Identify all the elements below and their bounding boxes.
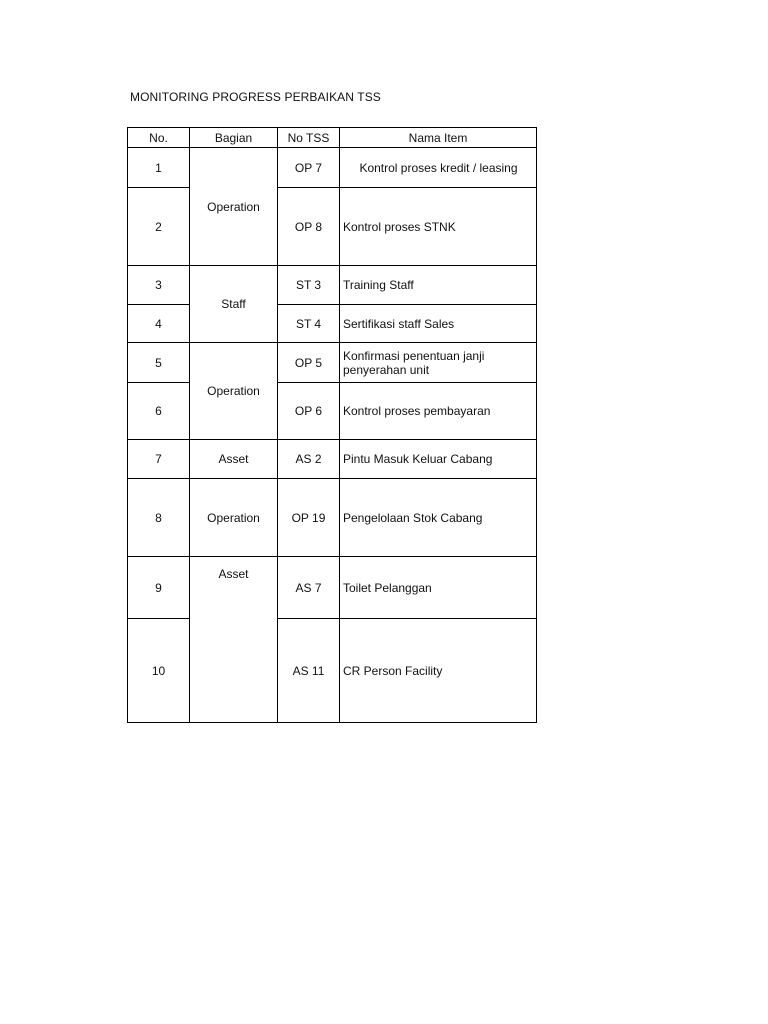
cell-bagian: Staff (190, 266, 278, 343)
cell-no-tss: OP 6 (278, 383, 340, 440)
table-row (128, 266, 537, 305)
cell-no-tss: OP 8 (278, 188, 340, 266)
cell-no: 10 (128, 619, 190, 723)
cell-bagian: Operation (190, 148, 278, 266)
cell-nama-item: Sertifikasi staff Sales (340, 305, 537, 343)
cell-no-tss: AS 2 (278, 440, 340, 479)
table-row (128, 148, 537, 188)
cell-no-tss: OP 5 (278, 343, 340, 383)
table-row (128, 383, 537, 440)
cell-no-tss: OP 19 (278, 479, 340, 557)
cell-nama-item: Kontrol proses STNK (340, 188, 537, 266)
header-bagian: Bagian (190, 128, 278, 148)
cell-nama-item: Kontrol proses kredit / leasing (340, 148, 537, 188)
cell-no: 1 (128, 148, 190, 188)
table-row (128, 557, 537, 619)
header-no-tss: No TSS (278, 128, 340, 148)
cell-bagian: Asset (190, 557, 278, 723)
document-title: MONITORING PROGRESS PERBAIKAN TSS (130, 90, 381, 104)
cell-no: 9 (128, 557, 190, 619)
cell-no-tss: AS 11 (278, 619, 340, 723)
table-row (128, 343, 537, 383)
cell-nama-item: Kontrol proses pembayaran (340, 383, 537, 440)
table-row (128, 188, 537, 266)
table-header-row (128, 128, 537, 148)
cell-no: 6 (128, 383, 190, 440)
tss-progress-table (127, 127, 537, 723)
cell-no: 5 (128, 343, 190, 383)
cell-no-tss: ST 4 (278, 305, 340, 343)
cell-no: 7 (128, 440, 190, 479)
cell-nama-item: Konfirmasi penentuan janji penyerahan unit (340, 343, 537, 383)
header-no: No. (128, 128, 190, 148)
table-row (128, 305, 537, 343)
cell-nama-item: CR Person Facility (340, 619, 537, 723)
cell-no: 2 (128, 188, 190, 266)
cell-no: 8 (128, 479, 190, 557)
cell-no-tss: ST 3 (278, 266, 340, 305)
cell-no: 3 (128, 266, 190, 305)
cell-bagian: Operation (190, 479, 278, 557)
table-row (128, 619, 537, 723)
cell-bagian: Asset (190, 440, 278, 479)
cell-no-tss: AS 7 (278, 557, 340, 619)
cell-nama-item: Pintu Masuk Keluar Cabang (340, 440, 537, 479)
cell-nama-item: Toilet Pelanggan (340, 557, 537, 619)
cell-nama-item: Training Staff (340, 266, 537, 305)
table-row (128, 479, 537, 557)
cell-bagian: Operation (190, 343, 278, 440)
cell-no-tss: OP 7 (278, 148, 340, 188)
cell-nama-item: Pengelolaan Stok Cabang (340, 479, 537, 557)
table-row (128, 440, 537, 479)
cell-no: 4 (128, 305, 190, 343)
header-nama-item: Nama Item (340, 128, 537, 148)
